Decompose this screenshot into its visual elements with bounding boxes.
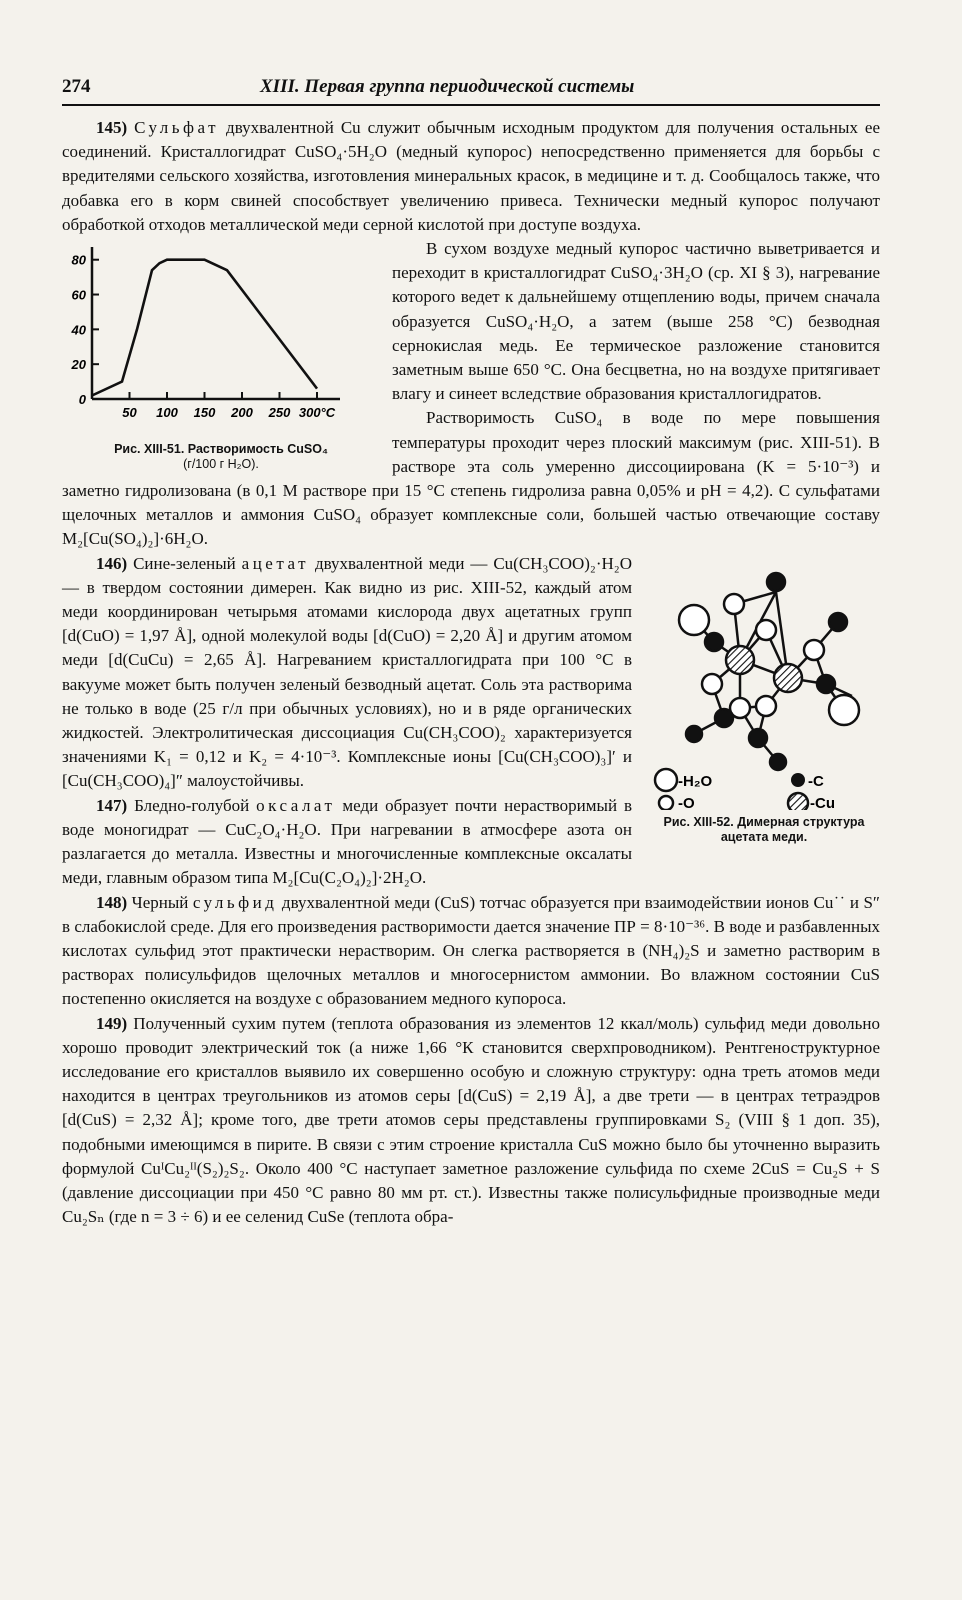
carbon-atom	[715, 709, 733, 727]
acetate-structure-diagram	[648, 560, 880, 810]
running-title: XIII. Первая группа периодической системы	[260, 76, 635, 97]
y-tick-label: 0	[78, 392, 86, 408]
paragraph-145-2: В сухом воздухе медный купорос частично выветривается и переходит в кристаллогидрат CuSO₄·3H₂O (ср. XI § 3), нагревание которого ведет к дальнейшему отщеплению воды, причем сначала образуется CuSO₄·H₂O, а затем (выше 258 °С) безводная сернокислая медь. Ее термическое разложение становится заметным выше 650 °С. Она бесцветна, но на воздухе притягивает влагу и синеет вследствие образования кристаллогидратов.	[392, 239, 880, 404]
section-146	[62, 552, 880, 891]
section-number: 146)	[96, 553, 128, 573]
page-number: 274	[62, 76, 91, 97]
paragraph-145-3: Растворимость CuSO₄ в воде по мере повышения температуры проходит через плоский максимум (рис. XIII-51). В растворе эта соль умеренно диссоциирована (K = 5·10⁻³) и заметно гидролизована (в 0,1 M растворе при 15 °С степень гидролиза равна 0,05% и pH = 4,2). С сульфатами щелочных металлов и аммония CuSO₄ образует комплексные соли, большей частью отвечающие составу M₂[Cu(SO₄)₂]·6H₂O.	[62, 408, 880, 549]
carbon-atom	[770, 754, 786, 770]
figure-caption: Рис. XIII-52. Димерная структура ацетата меди.	[663, 814, 865, 844]
carbon-atom	[686, 726, 702, 742]
carbon-atom	[749, 729, 767, 747]
y-tick-label: 80	[71, 252, 86, 268]
keyword: Сульфат	[134, 118, 220, 137]
figure-caption: Рис. XIII-51. Растворимость CuSO₄ (г/100 г H₂O).	[114, 442, 328, 472]
oxygen-atom	[702, 674, 722, 694]
solubility-chart	[62, 237, 380, 437]
page	[62, 72, 880, 1229]
y-tick-label: 20	[71, 357, 86, 373]
oxygen-atom	[756, 620, 776, 640]
solubility-curve	[92, 260, 317, 396]
x-tick-label: 50	[122, 405, 137, 421]
section-145	[62, 116, 880, 552]
legend	[655, 769, 835, 810]
paragraph-149: 149) Полученный сухим путем (теплота образования из элементов 12 ккал/моль) сульфид меди довольно хорошо проводит электрический ток (а ниже 1,66 °К становится сверхпроводником). Рентгеноструктурное исследование его кристаллов выявило их совершенно особую и сложную структуру: одна треть атомов меди находится в центрах треугольников из атомов серы [d(CuS) = 2,19 Å], а две трети — в центрах тетраэдров [d(CuS) = 2,32 Å]; кроме того, две трети атомов серы представлены группировками S₂ (VIII § 1 доп. 35), подобными имеющимся в пирите. В связи с этим строение кристалла CuS можно было бы уточненно выразить формулой CuᴵCu₂ᴵᴵ(S₂)₂S₂. Около 400 °С наступает заметное разложение сульфида по схеме 2CuS = Cu₂S + S (давление диссоциации при 450 °С равно 80 мм рт. ст.). Известны также полисульфидные производные меди Cu₂Sₙ (где n = 3 ÷ 6) и ее селенид CuSe (теплота обра-	[62, 1013, 880, 1227]
carbon-atom	[705, 633, 723, 651]
x-tick-label: 250	[268, 405, 291, 421]
oxygen-atom	[804, 640, 824, 660]
paragraph-147: 147) Бледно-голубой оксалат меди образует почти нерастворимый в воде моногидрат — CuC₂O₄·H₂O. При нагревании в атмосфере азота он разлагается до металла. Известны и многочисленные комплексные оксалаты меди, главным образом типа M₂[Cu(C₂O₄)₂]·2H₂O.	[62, 795, 633, 888]
oxygen-atom	[756, 696, 776, 716]
running-header	[62, 72, 880, 102]
figure-xiii-51	[62, 237, 380, 472]
x-tick-label: 300°С	[298, 405, 336, 421]
water-atom	[829, 695, 859, 725]
keyword: ацетат	[241, 553, 310, 573]
section-number: 147)	[96, 795, 128, 815]
carbon-atom	[767, 573, 785, 591]
legend-copper: -Cu	[810, 794, 835, 810]
y-tick-label: 40	[71, 322, 86, 338]
section-number: 148)	[96, 892, 128, 912]
oxygen-atom	[724, 594, 744, 614]
paragraph-148: 148) Черный сульфид двухвалентной меди (CuS) тотчас образуется при взаимодействии ионов Cu˙˙ и S″ в слабокислой среде. Для его произведения растворимости дается значение ПР = 8·10⁻³⁶. В воде и разбавленных кислотах сульфид этот практически нерастворим. Он слегка растворяется в (NH₄)₂S и заметно растворим в растворах полисульфидов щелочных металлов и многосернистом аммонии. Во влажном состоянии CuS постепенно окисляется на воздухе с образованием медного купороса.	[62, 892, 880, 1009]
x-tick-label: 100	[156, 405, 178, 421]
paragraph-145-1: 145) Сульфат двухвалентной Cu служит обычным исходным продуктом для получения остальных ее соединений. Кристаллогидрат CuSO₄·5H₂O (медный купорос) непосредственно применяется для борьбы с вредителями сельского хозяйства, изготовления минеральных красок, в медицине и т. д. Сообщалось также, что добавка его в корм свиней способствует увеличению привеса. Технически медный купорос получают обработкой отходов металлической меди серной кислотой при доступе воздуха.	[62, 118, 880, 234]
y-tick-label: 60	[71, 287, 86, 303]
legend-oxygen: -O	[678, 794, 695, 810]
carbon-atom	[829, 613, 847, 631]
figure-xiii-52	[648, 560, 880, 845]
water-atom	[679, 605, 709, 635]
x-tick-label: 150	[193, 405, 216, 421]
copper-atom	[726, 646, 754, 674]
paragraph-146: 146) Сине-зеленый ацетат двухвалентной меди — Cu(CH₃COO)₂·H₂O — в твердом состоянии димерен. Как видно из рис. XIII-52, каждый атом меди координирован четырьмя атомами кислорода двух ацетатных групп [d(CuO) = 1,97 Å], одной молекулой воды [d(CuO) = 2,20 Å] и другим атомом меди [d(CuCu) = 2,65 Å]. Нагреванием кристаллогидрата при 100 °С в вакууме может быть получен зеленый безводный ацетат. Соль эта растворима не только в воде (25 г/л при обычных условиях), но и в ряде органических жидкостей. Электролитическая диссоциация Cu(CH₃COO)₂ характеризуется значениями K₁ = 0,12 и K₂ = 4·10⁻³. Комплексные ионы [Cu(CH₃COO)₃]′ и [Cu(CH₃COO)₄]″ малоустойчивы.	[62, 553, 633, 791]
keyword: оксалат	[256, 795, 336, 815]
keyword: сульфид	[192, 892, 278, 912]
copper-atom	[774, 664, 802, 692]
legend-carbon: -C	[808, 772, 824, 790]
legend-water: -H₂O	[678, 772, 713, 790]
carbon-atom	[817, 675, 835, 693]
section-number: 145)	[96, 118, 128, 137]
x-tick-label: 200	[231, 405, 253, 421]
header-rule	[62, 104, 880, 106]
section-number: 149)	[96, 1013, 128, 1033]
